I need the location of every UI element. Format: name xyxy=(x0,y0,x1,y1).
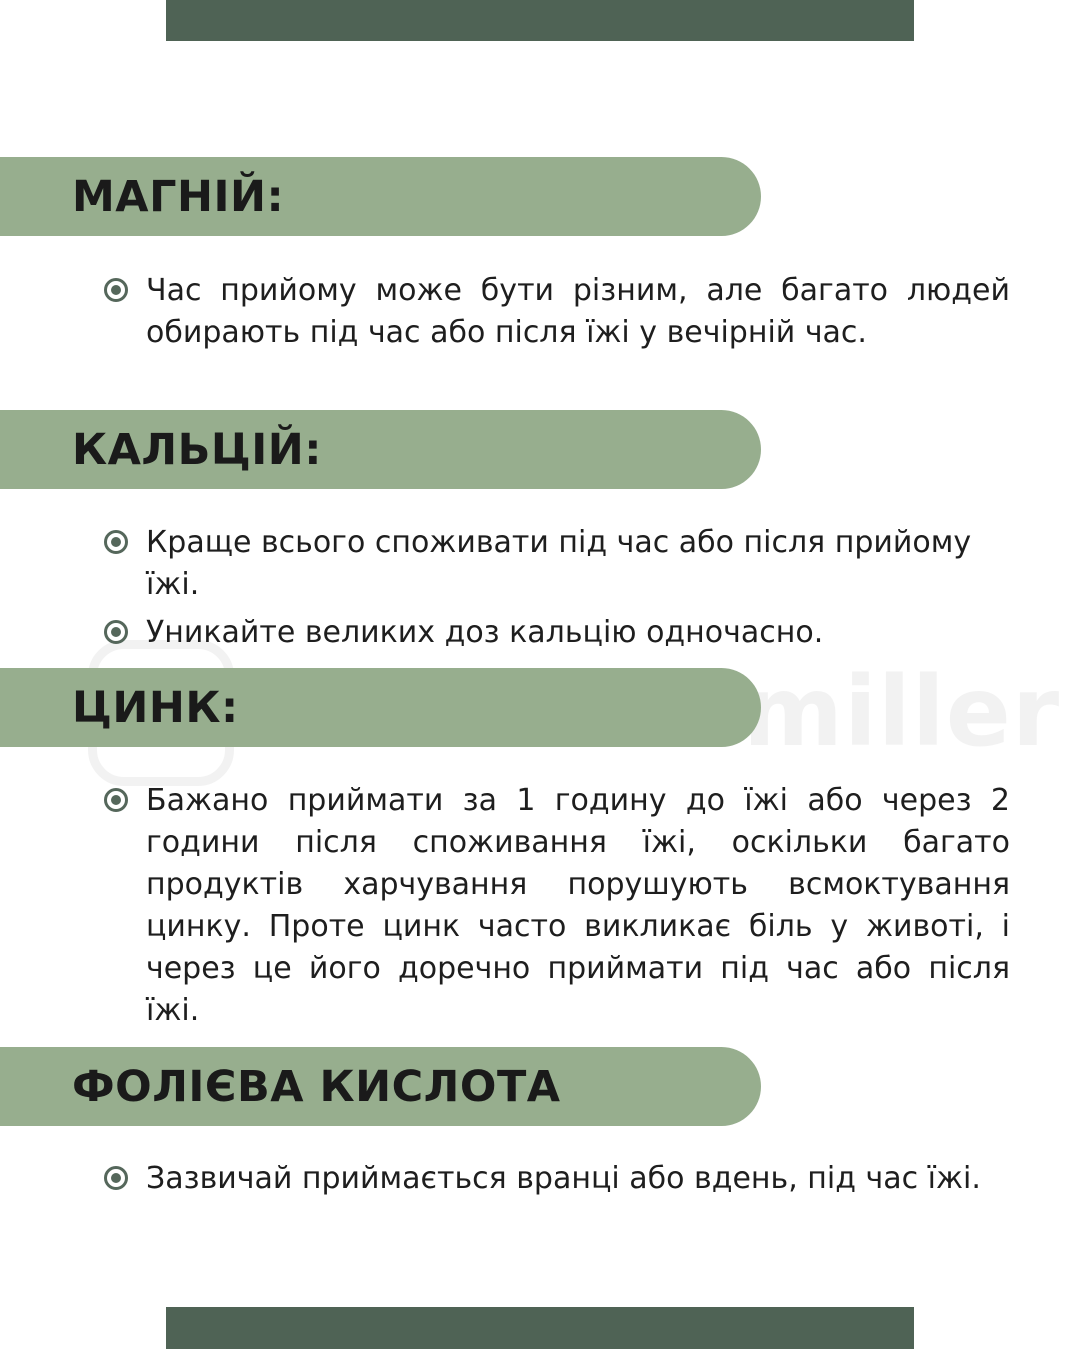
section-list-magnesium xyxy=(104,270,1010,360)
list-item xyxy=(104,522,1010,606)
section-header-folic-acid xyxy=(0,1047,761,1126)
section-title: ЦИНК: xyxy=(72,682,239,733)
list-item xyxy=(104,612,1010,654)
section-list-folic-acid xyxy=(104,1158,1010,1206)
bullet-icon xyxy=(104,1166,128,1190)
section-title: КАЛЬЦІЙ: xyxy=(72,424,322,475)
section-title: МАГНІЙ: xyxy=(72,171,285,222)
list-item xyxy=(104,270,1010,354)
list-item-text: Час прийому може бути різним, але багато людей обирають під час або після їжі у вечірній час. xyxy=(146,273,1010,350)
bottom-decorative-bar xyxy=(166,1307,914,1349)
section-header-magnesium xyxy=(0,157,761,236)
bullet-icon xyxy=(104,620,128,644)
list-item xyxy=(104,780,1010,1032)
list-item-text: Уникайте великих доз кальцію одночасно. xyxy=(146,615,824,650)
bullet-icon xyxy=(104,788,128,812)
section-header-calcium xyxy=(0,410,761,489)
list-item-text: Бажано приймати за 1 годину до їжі або через 2 години після споживання їжі, оскільки багато продуктів харчування порушують всмоктування цинку. Проте цинк часто викликає біль у животі, і через це його доречно приймати під час або після їжі. xyxy=(146,783,1010,1028)
section-list-calcium xyxy=(104,522,1010,660)
section-header-zinc xyxy=(0,668,761,747)
list-item-text: Краще всього споживати під час або після прийому їжі. xyxy=(146,525,972,602)
list-item xyxy=(104,1158,1010,1200)
bullet-icon xyxy=(104,278,128,302)
top-decorative-bar xyxy=(166,0,914,41)
section-title: ФОЛІЄВА КИСЛОТА xyxy=(72,1061,561,1112)
list-item-text: Зазвичай приймається вранці або вдень, під час їжі. xyxy=(146,1161,981,1196)
bullet-icon xyxy=(104,530,128,554)
section-list-zinc xyxy=(104,780,1010,1038)
